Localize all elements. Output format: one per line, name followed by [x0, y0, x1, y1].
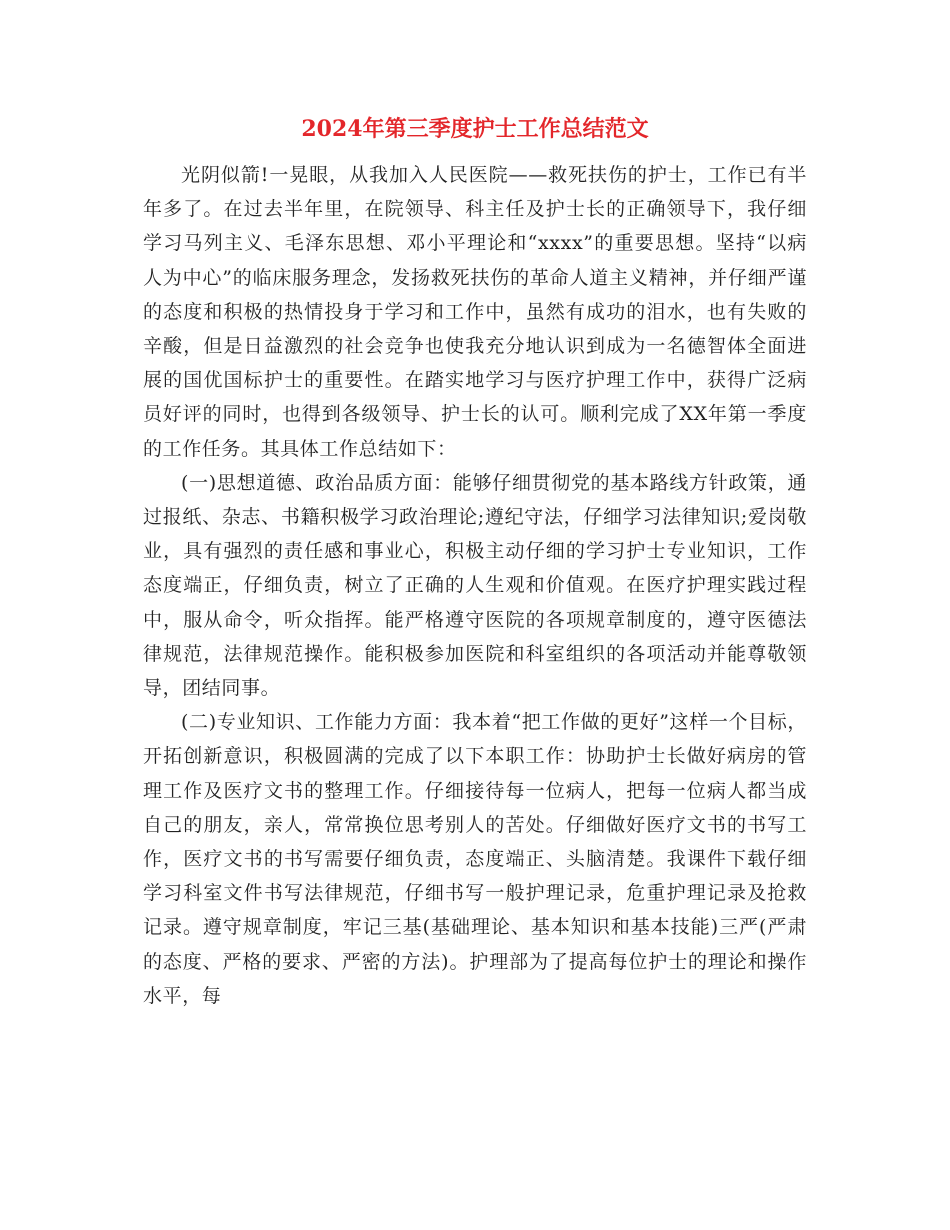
paragraph-intro: 光阴似箭!一晃眼，从我加入人民医院——救死扶伤的护士，工作已有半年多了。在过去半年里，在院领导、科主任及护士长的正确领导下，我仔细学习马列主义、毛泽东思想、邓小平理论和“xxxx”的重要思想。坚持“以病人为中心”的临床服务理念，发扬救死扶伤的革命人道主义精神，并仔细严谨的态度和积极的热情投身于学习和工作中，虽然有成功的泪水，也有失败的辛酸，但是日益激烈的社会竞争也使我充分地认识到成为一名德智体全面进展的国优国标护士的重要性。在踏实地学习与医疗护理工作中，获得广泛病员好评的同时，也得到各级领导、护士长的认可。顺利完成了XX年第一季度的工作任务。其具体工作总结如下：	[143, 164, 807, 460]
document-title: 2024年第三季度护士工作总结范文	[301, 116, 649, 142]
paragraph-ideology: (一)思想道德、政治品质方面：能够仔细贯彻党的基本路线方针政策，通过报纸、杂志、书籍积极学习政治理论;遵纪守法，仔细学习法律知识;爱岗敬业，具有强烈的责任感和事业心，积极主动仔细的学习护士专业知识，工作态度端正，仔细负责，树立了正确的人生观和价值观。在医疗护理实践过程中，服从命令，听众指挥。能严格遵守医院的各项规章制度的，遵守医德法律规范，法律规范操作。能积极参加医院和科室组织的各项活动并能尊敬领导，团结同事。	[143, 471, 807, 700]
paragraph-professional: (二)专业知识、工作能力方面：我本着“把工作做的更好”这样一个目标，开拓创新意识，积极圆满的完成了以下本职工作：协助护士长做好病房的管理工作及医疗文书的整理工作。仔细接待每一位病人，把每一位病人都当成自己的朋友，亲人，常常换位思考别人的苦处。仔细做好医疗文书的书写工作，医疗文书的书写需要仔细负责，态度端正、头脑清楚。我课件下载仔细学习科室文件书写法律规范，仔细书写一般护理记录，危重护理记录及抢救记录。遵守规章制度，牢记三基(基础理论、基本知识和基本技能)三严(严肃的态度、严格的要求、严密的方法)。护理部为了提高每位护士的理论和操作水平，每	[143, 711, 807, 1007]
document-body	[143, 158, 807, 1013]
